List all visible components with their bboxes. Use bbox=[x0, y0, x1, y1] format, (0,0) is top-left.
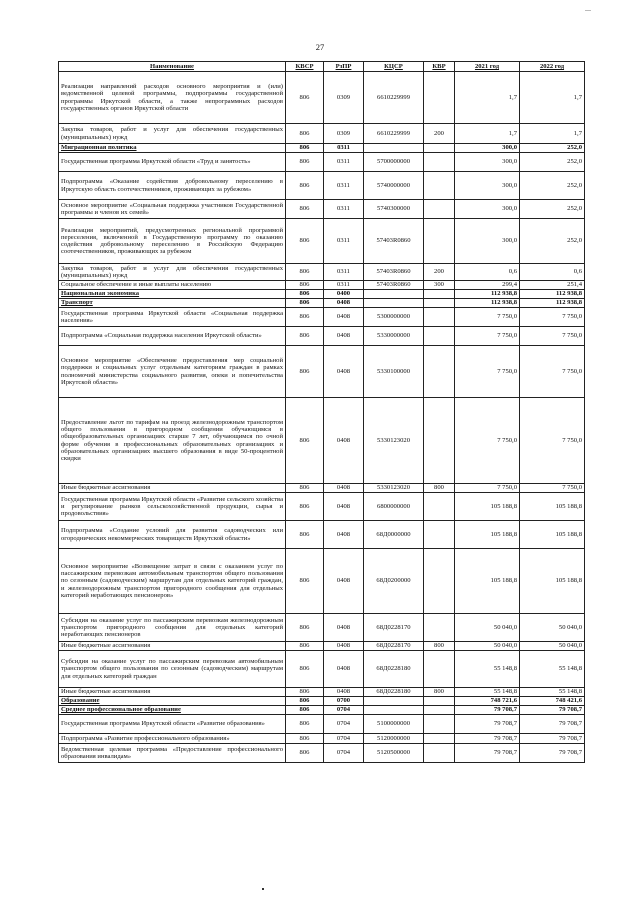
cell-kvr bbox=[424, 219, 455, 264]
cell-kvr bbox=[424, 493, 455, 521]
cell-year-2022: 105 188,8 bbox=[520, 521, 585, 549]
cell-name: Субсидия на оказание услуг по пассажирским перевозкам железнодорожным транспортом пригородного сообщения для отдельных категорий неработающих пенсионеров bbox=[59, 614, 286, 642]
cell-kvsr: 806 bbox=[286, 688, 324, 697]
cell-kvsr: 806 bbox=[286, 264, 324, 281]
cell-kvr bbox=[424, 744, 455, 763]
table-row bbox=[59, 281, 585, 290]
table-row bbox=[59, 651, 585, 688]
table-row bbox=[59, 493, 585, 521]
table-row bbox=[59, 299, 585, 308]
cell-kvr: 800 bbox=[424, 688, 455, 697]
cell-year-2022: 7 750,0 bbox=[520, 308, 585, 327]
cell-kcsr: 5740000000 bbox=[364, 172, 424, 200]
cell-year-2022: 1,7 bbox=[520, 72, 585, 124]
table-row bbox=[59, 200, 585, 219]
cell-kvsr: 806 bbox=[286, 172, 324, 200]
header-kvsr: КВСР bbox=[286, 62, 324, 72]
cell-rzpr: 0408 bbox=[324, 614, 364, 642]
cell-year-2021: 79 708,7 bbox=[455, 706, 520, 715]
cell-kvsr: 806 bbox=[286, 299, 324, 308]
cell-kvsr: 806 bbox=[286, 521, 324, 549]
cell-year-2021: 55 148,8 bbox=[455, 688, 520, 697]
cell-name: Государственная программа Иркутской области «Развитие образования» bbox=[59, 715, 286, 734]
cell-kcsr: 5330123020 bbox=[364, 398, 424, 484]
cell-kvsr: 806 bbox=[286, 144, 324, 153]
cell-kvr: 200 bbox=[424, 124, 455, 144]
cell-kvsr: 806 bbox=[286, 219, 324, 264]
cell-year-2022: 79 708,7 bbox=[520, 715, 585, 734]
cell-year-2021: 7 750,0 bbox=[455, 327, 520, 346]
cell-name: Подпрограмма «Создание условий для развития садоводческих или огороднических некоммерческих товариществ Иркутской области» bbox=[59, 521, 286, 549]
cell-year-2021: 748 721,6 bbox=[455, 697, 520, 706]
cell-name: Образование bbox=[59, 697, 286, 706]
cell-kcsr: 5700000000 bbox=[364, 153, 424, 172]
cell-kvr bbox=[424, 734, 455, 744]
cell-year-2021: 0,6 bbox=[455, 264, 520, 281]
cell-rzpr: 0311 bbox=[324, 219, 364, 264]
header-kvr: КВР bbox=[424, 62, 455, 72]
cell-kcsr bbox=[364, 290, 424, 299]
cell-kvsr: 806 bbox=[286, 706, 324, 715]
cell-kcsr: 6610229999 bbox=[364, 124, 424, 144]
cell-kvsr: 806 bbox=[286, 614, 324, 642]
table-row bbox=[59, 327, 585, 346]
cell-name: Иные бюджетные ассигнования bbox=[59, 688, 286, 697]
cell-year-2021: 1,7 bbox=[455, 72, 520, 124]
cell-kcsr: 68Д0228180 bbox=[364, 651, 424, 688]
cell-rzpr: 0400 bbox=[324, 290, 364, 299]
cell-kcsr: 68Д0000000 bbox=[364, 521, 424, 549]
cell-name: Закупка товаров, работ и услуг для обеспечения государственных (муниципальных) нужд bbox=[59, 124, 286, 144]
table-row bbox=[59, 172, 585, 200]
cell-year-2021: 300,0 bbox=[455, 200, 520, 219]
cell-kvsr: 806 bbox=[286, 200, 324, 219]
cell-rzpr: 0408 bbox=[324, 521, 364, 549]
cell-year-2022: 79 708,7 bbox=[520, 706, 585, 715]
cell-year-2022: 105 188,8 bbox=[520, 549, 585, 614]
cell-kvr bbox=[424, 706, 455, 715]
cell-rzpr: 0408 bbox=[324, 651, 364, 688]
cell-kvsr: 806 bbox=[286, 308, 324, 327]
table-row bbox=[59, 744, 585, 763]
cell-year-2021: 50 040,0 bbox=[455, 614, 520, 642]
cell-kvr bbox=[424, 153, 455, 172]
cell-rzpr: 0704 bbox=[324, 715, 364, 734]
cell-kcsr: 5120500000 bbox=[364, 744, 424, 763]
cell-year-2022: 252,0 bbox=[520, 153, 585, 172]
cell-rzpr: 0311 bbox=[324, 281, 364, 290]
cell-kvsr: 806 bbox=[286, 398, 324, 484]
cell-kcsr: 57403R0860 bbox=[364, 219, 424, 264]
cell-kvr bbox=[424, 144, 455, 153]
cell-year-2022: 748 421,6 bbox=[520, 697, 585, 706]
cell-year-2022: 1,7 bbox=[520, 124, 585, 144]
corner-mark bbox=[585, 10, 591, 11]
table-row bbox=[59, 290, 585, 299]
cell-rzpr: 0704 bbox=[324, 706, 364, 715]
table-row bbox=[59, 688, 585, 697]
cell-kvsr: 806 bbox=[286, 327, 324, 346]
header-rzpr: РзПР bbox=[324, 62, 364, 72]
cell-kvr bbox=[424, 651, 455, 688]
cell-name: Основное мероприятие «Возмещение затрат в связи с оказанием услуг по пассажирским перевозкам автомобильным транспортом общего пользования по сезонным (садоводческим) маршрутам для отдельных категорий граждан, и железнодорожным транспортом пригородного сообщения для отдельных категорий неработающих пенсионеров» bbox=[59, 549, 286, 614]
cell-year-2022: 251,4 bbox=[520, 281, 585, 290]
table-row bbox=[59, 642, 585, 651]
header-name: Наименование bbox=[59, 62, 286, 72]
table-row bbox=[59, 153, 585, 172]
cell-year-2022: 79 708,7 bbox=[520, 744, 585, 763]
cell-year-2021: 55 148,8 bbox=[455, 651, 520, 688]
table-row bbox=[59, 124, 585, 144]
cell-rzpr: 0311 bbox=[324, 200, 364, 219]
header-year-2021: 2021 год bbox=[455, 62, 520, 72]
cell-kcsr bbox=[364, 697, 424, 706]
cell-name: Иные бюджетные ассигнования bbox=[59, 484, 286, 493]
cell-kvsr: 806 bbox=[286, 744, 324, 763]
cell-kvsr: 806 bbox=[286, 124, 324, 144]
cell-kcsr: 5330100000 bbox=[364, 346, 424, 398]
cell-year-2022: 55 148,8 bbox=[520, 688, 585, 697]
page-number: 27 bbox=[315, 42, 325, 52]
cell-name: Ведомственная целевая программа «Предоставление профессионального образования инвалидам» bbox=[59, 744, 286, 763]
cell-rzpr: 0408 bbox=[324, 688, 364, 697]
scan-dot bbox=[262, 888, 264, 890]
cell-name: Подпрограмма «Оказание содействия добровольному переселению в Иркутскую область соотечественников, проживающих за рубежом» bbox=[59, 172, 286, 200]
cell-year-2021: 50 040,0 bbox=[455, 642, 520, 651]
table-row bbox=[59, 706, 585, 715]
cell-year-2021: 300,0 bbox=[455, 153, 520, 172]
cell-year-2022: 7 750,0 bbox=[520, 484, 585, 493]
cell-year-2021: 1,7 bbox=[455, 124, 520, 144]
cell-year-2022: 55 148,8 bbox=[520, 651, 585, 688]
cell-kvr: 300 bbox=[424, 281, 455, 290]
cell-kcsr: 68Д0228170 bbox=[364, 642, 424, 651]
cell-kvsr: 806 bbox=[286, 346, 324, 398]
cell-kvsr: 806 bbox=[286, 734, 324, 744]
cell-year-2021: 7 750,0 bbox=[455, 398, 520, 484]
cell-name: Государственная программа Иркутской области «Развитие сельского хозяйства и регулирование рынков сельскохозяйственной продукции, сырья и продовольствия» bbox=[59, 493, 286, 521]
cell-rzpr: 0309 bbox=[324, 124, 364, 144]
cell-year-2021: 105 188,8 bbox=[455, 521, 520, 549]
cell-kcsr: 68Д0200000 bbox=[364, 549, 424, 614]
cell-rzpr: 0408 bbox=[324, 398, 364, 484]
cell-year-2022: 112 938,8 bbox=[520, 299, 585, 308]
cell-kcsr: 5740300000 bbox=[364, 200, 424, 219]
cell-year-2021: 79 708,7 bbox=[455, 715, 520, 734]
cell-year-2021: 7 750,0 bbox=[455, 484, 520, 493]
cell-kvr bbox=[424, 614, 455, 642]
cell-kcsr bbox=[364, 706, 424, 715]
table-row bbox=[59, 346, 585, 398]
cell-year-2022: 105 188,8 bbox=[520, 493, 585, 521]
cell-year-2022: 252,0 bbox=[520, 219, 585, 264]
table-row bbox=[59, 734, 585, 744]
cell-rzpr: 0408 bbox=[324, 642, 364, 651]
header-row bbox=[59, 62, 585, 72]
cell-year-2022: 79 708,7 bbox=[520, 734, 585, 744]
cell-rzpr: 0408 bbox=[324, 299, 364, 308]
table-row bbox=[59, 264, 585, 281]
cell-kvr bbox=[424, 549, 455, 614]
cell-rzpr: 0311 bbox=[324, 172, 364, 200]
cell-name: Реализация направлений расходов основного мероприятия и (или) ведомственной целевой программы, подпрограммы государственной программы Иркутской области, а также непрограммных расходов государственных органов Иркутской области bbox=[59, 72, 286, 124]
cell-rzpr: 0311 bbox=[324, 144, 364, 153]
cell-kcsr: 68Д0228170 bbox=[364, 614, 424, 642]
cell-year-2021: 7 750,0 bbox=[455, 308, 520, 327]
cell-kvr bbox=[424, 200, 455, 219]
cell-rzpr: 0408 bbox=[324, 549, 364, 614]
cell-rzpr: 0408 bbox=[324, 346, 364, 398]
cell-kcsr: 5120000000 bbox=[364, 734, 424, 744]
cell-kcsr: 5330000000 bbox=[364, 327, 424, 346]
cell-year-2021: 7 750,0 bbox=[455, 346, 520, 398]
cell-kvsr: 806 bbox=[286, 72, 324, 124]
cell-year-2021: 300,0 bbox=[455, 219, 520, 264]
table-row bbox=[59, 715, 585, 734]
cell-rzpr: 0408 bbox=[324, 484, 364, 493]
cell-name: Основное мероприятие «Социальная поддержка участников Государственной программы и членов их семей» bbox=[59, 200, 286, 219]
cell-kcsr: 57403R0860 bbox=[364, 264, 424, 281]
cell-kvsr: 806 bbox=[286, 290, 324, 299]
cell-name: Миграционная политика bbox=[59, 144, 286, 153]
cell-name: Закупка товаров, работ и услуг для обеспечения государственных (муниципальных) нужд bbox=[59, 264, 286, 281]
cell-year-2021: 79 708,7 bbox=[455, 744, 520, 763]
cell-rzpr: 0309 bbox=[324, 72, 364, 124]
cell-year-2021: 299,4 bbox=[455, 281, 520, 290]
cell-kcsr bbox=[364, 299, 424, 308]
header-kcsr: КЦСР bbox=[364, 62, 424, 72]
cell-year-2022: 50 040,0 bbox=[520, 614, 585, 642]
budget-table bbox=[58, 61, 585, 763]
cell-kcsr: 68Д0228180 bbox=[364, 688, 424, 697]
cell-kvr bbox=[424, 308, 455, 327]
table-row bbox=[59, 549, 585, 614]
cell-name: Подпрограмма «Развитие профессионального образования» bbox=[59, 734, 286, 744]
table-row bbox=[59, 144, 585, 153]
cell-kvr: 200 bbox=[424, 264, 455, 281]
cell-kvr bbox=[424, 327, 455, 346]
cell-rzpr: 0700 bbox=[324, 697, 364, 706]
cell-rzpr: 0704 bbox=[324, 744, 364, 763]
cell-kcsr: 57403R0860 bbox=[364, 281, 424, 290]
cell-kcsr: 5300000000 bbox=[364, 308, 424, 327]
cell-year-2022: 50 040,0 bbox=[520, 642, 585, 651]
cell-year-2022: 7 750,0 bbox=[520, 346, 585, 398]
cell-kvr: 800 bbox=[424, 642, 455, 651]
cell-year-2021: 105 188,8 bbox=[455, 549, 520, 614]
table-body bbox=[59, 72, 585, 763]
cell-name: Транспорт bbox=[59, 299, 286, 308]
table-row bbox=[59, 398, 585, 484]
cell-kvr bbox=[424, 521, 455, 549]
cell-kcsr: 6610229999 bbox=[364, 72, 424, 124]
cell-rzpr: 0408 bbox=[324, 327, 364, 346]
cell-year-2022: 112 938,8 bbox=[520, 290, 585, 299]
cell-year-2021: 112 938,8 bbox=[455, 290, 520, 299]
cell-name: Государственная программа Иркутской области «Труд и занятость» bbox=[59, 153, 286, 172]
cell-kvsr: 806 bbox=[286, 549, 324, 614]
cell-kcsr: 5100000000 bbox=[364, 715, 424, 734]
cell-name: Предоставление льгот по тарифам на проезд железнодорожным транспортом общего пользования в пригородном сообщении обучающимся в общеобразовательных организациях старше 7 лет, обучающимся по очной форме обучения в профессиональных образовательных организациях и образовательных организациях высшего образования в виде 50-процентной скидки bbox=[59, 398, 286, 484]
cell-kvsr: 806 bbox=[286, 484, 324, 493]
cell-kvr bbox=[424, 346, 455, 398]
cell-name: Среднее профессиональное образование bbox=[59, 706, 286, 715]
cell-year-2022: 252,0 bbox=[520, 144, 585, 153]
cell-rzpr: 0408 bbox=[324, 493, 364, 521]
cell-name: Основное мероприятие «Обеспечение предоставления мер социальной поддержки и социальных услуг отдельным категориям граждан в рамках полномочий министерства социального развития, опеки и попечительства Иркутской области» bbox=[59, 346, 286, 398]
cell-kvr bbox=[424, 697, 455, 706]
cell-rzpr: 0408 bbox=[324, 308, 364, 327]
table-row bbox=[59, 308, 585, 327]
cell-kvsr: 806 bbox=[286, 281, 324, 290]
table-row bbox=[59, 219, 585, 264]
table-row bbox=[59, 697, 585, 706]
cell-kvsr: 806 bbox=[286, 642, 324, 651]
cell-kvsr: 806 bbox=[286, 651, 324, 688]
cell-kcsr bbox=[364, 144, 424, 153]
cell-name: Подпрограмма «Социальная поддержка населения Иркутской области» bbox=[59, 327, 286, 346]
cell-year-2022: 252,0 bbox=[520, 200, 585, 219]
cell-kcsr: 6800000000 bbox=[364, 493, 424, 521]
cell-rzpr: 0311 bbox=[324, 264, 364, 281]
cell-year-2021: 105 188,8 bbox=[455, 493, 520, 521]
cell-name: Социальное обеспечение и иные выплаты населению bbox=[59, 281, 286, 290]
cell-kvr bbox=[424, 715, 455, 734]
cell-kvsr: 806 bbox=[286, 153, 324, 172]
cell-name: Иные бюджетные ассигнования bbox=[59, 642, 286, 651]
header-year-2022: 2022 год bbox=[520, 62, 585, 72]
cell-kvr bbox=[424, 299, 455, 308]
cell-kvr bbox=[424, 398, 455, 484]
cell-rzpr: 0311 bbox=[324, 153, 364, 172]
table-row bbox=[59, 614, 585, 642]
cell-rzpr: 0704 bbox=[324, 734, 364, 744]
cell-kvr: 800 bbox=[424, 484, 455, 493]
cell-year-2021: 300,0 bbox=[455, 144, 520, 153]
cell-kvsr: 806 bbox=[286, 493, 324, 521]
cell-kvsr: 806 bbox=[286, 715, 324, 734]
cell-year-2021: 112 938,8 bbox=[455, 299, 520, 308]
cell-year-2021: 300,0 bbox=[455, 172, 520, 200]
cell-year-2022: 7 750,0 bbox=[520, 398, 585, 484]
cell-kvsr: 806 bbox=[286, 697, 324, 706]
table-row bbox=[59, 521, 585, 549]
cell-kcsr: 5330123020 bbox=[364, 484, 424, 493]
cell-name: Реализация мероприятий, предусмотренных региональной программой переселения, включенной в Государственную программу по оказанию содействия добровольному переселению в Российскую Федерацию соотечественников, проживающих за рубежом bbox=[59, 219, 286, 264]
cell-name: Государственная программа Иркутской области «Социальная поддержка населения» bbox=[59, 308, 286, 327]
cell-year-2022: 7 750,0 bbox=[520, 327, 585, 346]
cell-kvr bbox=[424, 290, 455, 299]
table-row bbox=[59, 484, 585, 493]
cell-name: Национальная экономика bbox=[59, 290, 286, 299]
cell-year-2022: 0,6 bbox=[520, 264, 585, 281]
cell-kvr bbox=[424, 72, 455, 124]
cell-name: Субсидия на оказание услуг по пассажирским перевозкам автомобильным транспортом общего пользования по сезонным (садоводческим) маршрутам для отдельных категорий граждан bbox=[59, 651, 286, 688]
table-row bbox=[59, 72, 585, 124]
cell-year-2021: 79 708,7 bbox=[455, 734, 520, 744]
cell-year-2022: 252,0 bbox=[520, 172, 585, 200]
cell-kvr bbox=[424, 172, 455, 200]
